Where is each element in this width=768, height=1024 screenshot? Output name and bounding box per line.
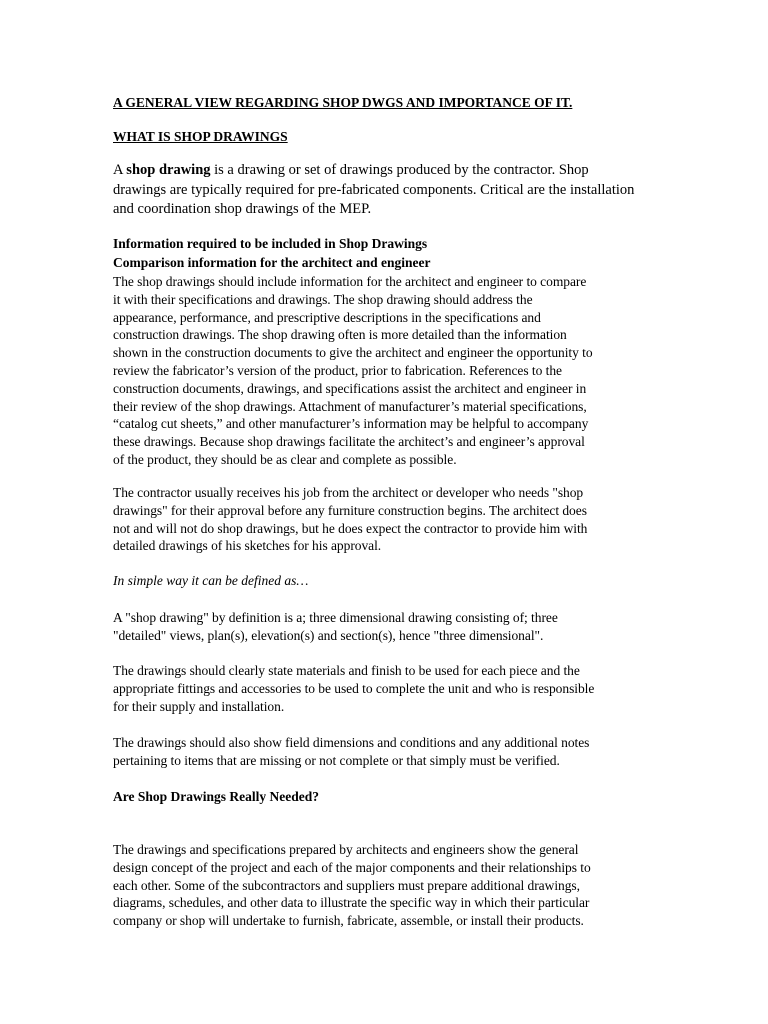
- heading-info-required: Information required to be included in Shop Drawings: [113, 236, 428, 251]
- document-title: A GENERAL VIEW REGARDING SHOP DWGS AND IMPORTANCE OF IT.: [113, 95, 573, 110]
- paragraph-line: not and will not do shop drawings, but he does expect the contractor to provide him with: [113, 520, 588, 536]
- paragraph-line: The drawings should clearly state materials and finish to be used for each piece and the: [113, 663, 580, 678]
- paragraph-line: diagrams, schedules, and other data to illustrate the specific way in which their particular: [113, 895, 590, 911]
- paragraph-general-design: [113, 841, 658, 930]
- paragraph-line: The contractor usually receives his job from the architect or developer who needs "shop: [113, 485, 584, 500]
- heading-comparison: Comparison information for the architect and engineer: [113, 255, 431, 270]
- intro-bold-term: shop drawing: [126, 162, 211, 178]
- paragraph-line: drawings" for their approval before any furniture construction begins. The architect does: [113, 502, 587, 518]
- heading-shop-drawings-needed: Are Shop Drawings Really Needed?: [113, 789, 320, 804]
- paragraph-line: review the fabricator’s version of the product, prior to fabrication. References to the: [113, 362, 562, 378]
- paragraph-line: The drawings should also show field dimensions and conditions and any additional notes: [113, 735, 590, 750]
- paragraph-field-dimensions: [113, 734, 658, 770]
- paragraph-line: of the product, they should be as clear and complete as possible.: [113, 451, 457, 467]
- paragraph-line: detailed drawings of his sketches for his approval.: [113, 538, 382, 554]
- paragraph-line: design concept of the project and each of the major components and their relationships to: [113, 859, 591, 875]
- paragraph-line: their review of the shop drawings. Attachment of manufacturer’s material specifications,: [113, 398, 587, 414]
- paragraph-line: "detailed" views, plan(s), elevation(s) and section(s), hence "three dimensional".: [113, 627, 544, 643]
- paragraph-line: appropriate fittings and accessories to be used to complete the unit and who is responsible: [113, 680, 595, 696]
- paragraph-line: pertaining to items that are missing or not complete or that simply must be verified.: [113, 752, 560, 768]
- paragraph-line: appearance, performance, and prescriptive descriptions in the specifications and: [113, 309, 541, 325]
- intro-lead: A: [113, 162, 127, 178]
- intro-paragraph: [113, 161, 653, 220]
- paragraph-materials: [113, 662, 658, 715]
- paragraph-line: for their supply and installation.: [113, 698, 285, 714]
- paragraph-line: construction drawings. The shop drawing often is more detailed than the information: [113, 327, 567, 343]
- document-subtitle: WHAT IS SHOP DRAWINGS: [113, 129, 288, 144]
- paragraph-line: these drawings. Because shop drawings facilitate the architect’s and engineer’s approval: [113, 434, 585, 450]
- paragraph-line: shown in the construction documents to give the architect and engineer the opportunity to: [113, 345, 593, 361]
- intro-line: and coordination shop drawings of the MEP.: [113, 201, 372, 217]
- simple-way-text: In simple way it can be defined as…: [113, 573, 309, 588]
- paragraph-contractor: [113, 484, 658, 555]
- paragraph-comparison: [113, 273, 658, 469]
- paragraph-line: The drawings and specifications prepared by architects and engineers show the general: [113, 842, 579, 857]
- paragraph-line: each other. Some of the subcontractors and suppliers must prepare additional drawings,: [113, 877, 580, 893]
- intro-line1-rest: is a drawing or set of drawings produced by the contractor. Shop: [210, 162, 589, 178]
- paragraph-line: construction documents, drawings, and specifications assist the architect and engineer in: [113, 380, 587, 396]
- paragraph-line: “catalog cut sheets,” and other manufacturer’s information may be helpful to accompany: [113, 416, 589, 432]
- paragraph-line: The shop drawings should include information for the architect and engineer to compare: [113, 274, 587, 289]
- paragraph-line: A "shop drawing" by definition is a; three dimensional drawing consisting of; three: [113, 610, 558, 625]
- intro-line: drawings are typically required for pre-fabricated components. Critical are the installation: [113, 181, 635, 198]
- paragraph-line: company or shop will undertake to furnish, fabricate, assemble, or install their products.: [113, 913, 584, 929]
- paragraph-definition: [113, 609, 658, 645]
- paragraph-line: it with their specifications and drawings. The shop drawing should address the: [113, 291, 533, 307]
